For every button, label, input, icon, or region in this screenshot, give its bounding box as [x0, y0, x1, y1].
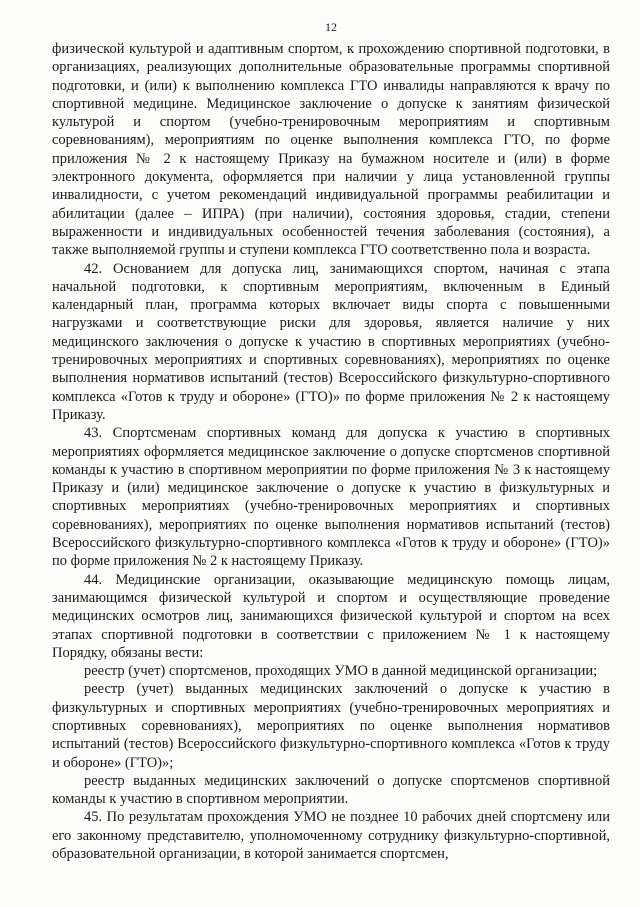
list-item-registry-team-conclusions: реестр выданных медицинских заключений о допуске спортсменов спортивной команды к участию в спортивном мероприятии.	[52, 772, 610, 808]
page-number: 12	[325, 20, 337, 34]
paragraph-45: 45. По результатам прохождения УМО не позднее 10 рабочих дней спортсмену или его законному представителю, уполномоченному сотруднику физкультурно-спортивной, образовательной организации, в которой занимается спортсмен,	[52, 809, 610, 863]
paragraph-42: 42. Основанием для допуска лиц, занимающихся спортом, начиная с этапа начальной подготовки, к спортивным мероприятиям, включенным в Единый календарный план, программа которых включает виды спорта с повышенными нагрузками и соответствующие риски для здоровья, является наличие у них медицинского заключения о допуске к участию в спортивных мероприятиях (учебно-тренировочных мероприятиях и спортивных соревнованиях), мероприятиях по оценке выполнения нормативов испытаний (тестов) Всероссийского физкультурно-спортивного комплекса «Готов к труду и обороне» (ГТО)» по форме приложения № 2 к настоящему Приказу.	[52, 260, 610, 423]
paragraph-44: 44. Медицинские организации, оказывающие медицинскую помощь лицам, занимающимся физической культурой и спортом и осуществляющие проведение медицинских осмотров лиц, занимающихся физической культурой и спортом на всех этапах спортивной подготовки в соответствии с приложением № 1 к настоящему Порядку, обязаны вести:	[52, 571, 610, 661]
list-item-registry-athletes: реестр (учет) спортсменов, проходящих УМО в данной медицинской организации;	[84, 663, 598, 680]
document-body	[52, 40, 610, 863]
list-item-registry-conclusions: реестр (учет) выданных медицинских заключений о допуске к участию в физкультурных и спортивных мероприятиях (учебно-тренировочных мероприятиях и спортивных соревнованиях), мероприятиях по оценке выполнения нормативов испытаний (тестов) Всероссийского физкультурно-спортивного комплекса «Готов к труду и обороне» (ГТО)»;	[52, 681, 610, 771]
paragraph-continuation: физической культурой и адаптивным спортом, к прохождению спортивной подготовки, в организациях, реализующих дополнительные образовательные программы спортивной подготовки, и (или) к выполнению комплекса ГТО инвалиды направляются к врачу по спортивной медицине. Медицинское заключение о допуске к занятиям физической культурой и спортом (учебно-тренировочным мероприятиям и спортивным соревнованиям), мероприятиям по оценке выполнения комплекса ГТО, по форме приложения № 2 к настоящему Приказу на бумажном носителе и (или) в форме электронного документа, оформляется при наличии у лица установленной группы инвалидности, с учетом рекомендаций индивидуальной программы реабилитации и абилитации (далее – ИПРА) (при наличии), состояния здоровья, стадии, степени выраженности и индивидуальных особенностей течения заболевания (состояния), а также выполняемой группы и ступени комплекса ГТО соответственно пола и возраста.	[52, 41, 610, 259]
paragraph-43: 43. Спортсменам спортивных команд для допуска к участию в спортивных мероприятиях оформляется медицинское заключение о допуске спортсменов спортивной команды к участию в спортивном мероприятии по форме приложения № 3 к настоящему Приказу и (или) медицинское заключение о допуске к участию в физкультурных и спортивных мероприятиях (учебно-тренировочных мероприятиях и спортивных соревнованиях), мероприятиях по оценке выполнения нормативов испытаний (тестов) Всероссийского физкультурно-спортивного комплекса «Готов к труду и обороне» (ГТО)» по форме приложения № 2 к настоящему Приказу.	[52, 425, 610, 570]
